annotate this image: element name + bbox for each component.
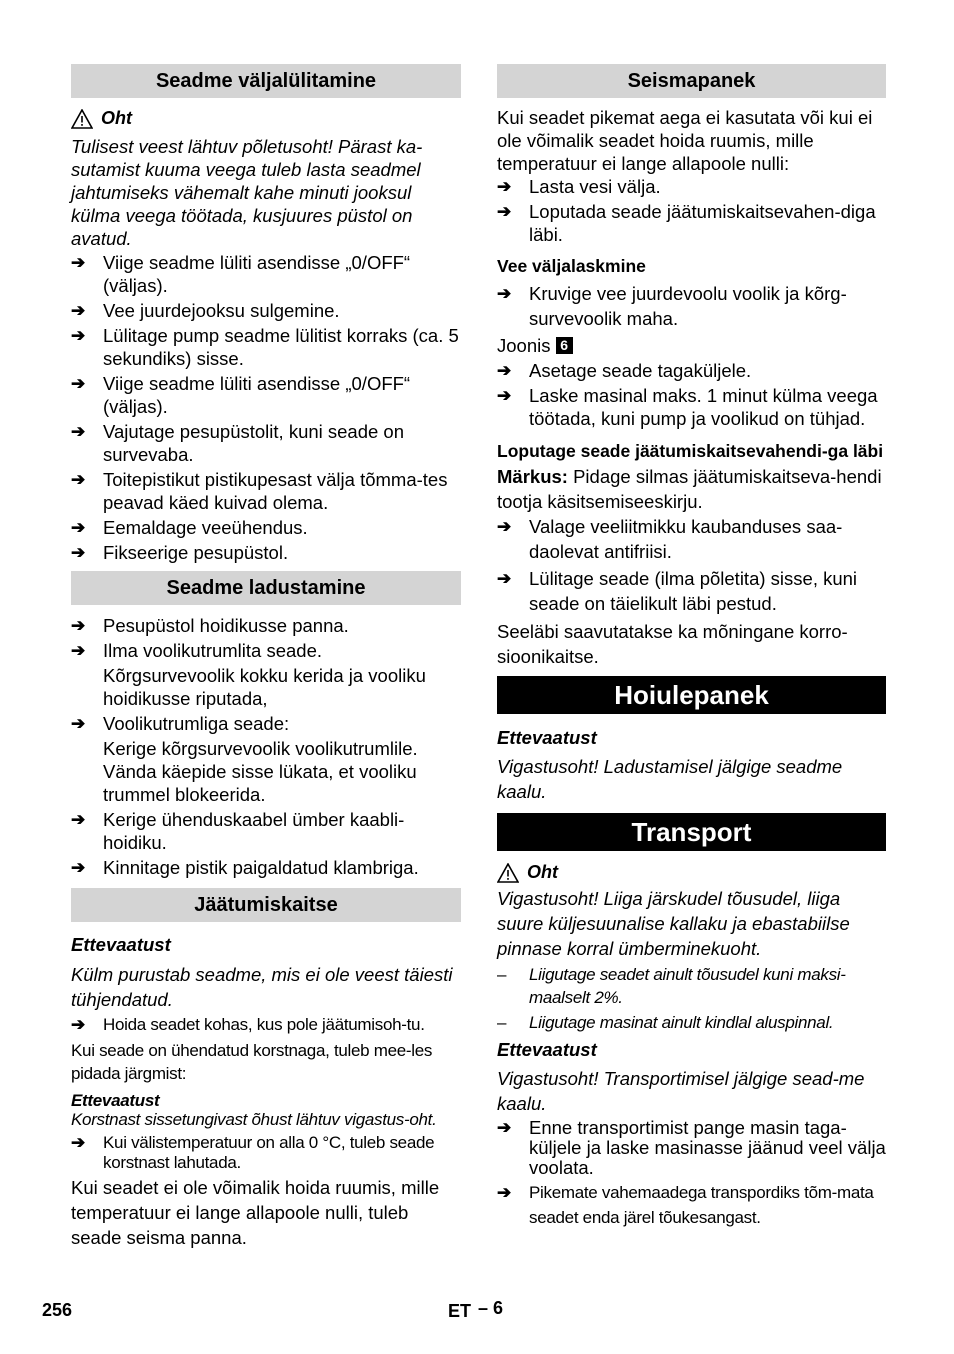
list-item: ➔ Kerige ühenduskaabel ümber kaabli-hoidiku. <box>71 809 405 853</box>
left-column <box>71 64 461 1250</box>
caution-label: Ettevaatust <box>71 1091 160 1110</box>
arrow-right-icon: ➔ <box>497 1118 512 1137</box>
arrow-right-icon: ➔ <box>71 301 86 320</box>
arrow-right-icon: ➔ <box>71 810 86 829</box>
list-item <box>71 324 461 370</box>
list-item: ➔ Lasta vesi välja. <box>497 176 661 197</box>
list-item: ➔ Laske masinal maks. 1 minut külma veega töötada, kuni pump ja voolikud on tühjad. <box>497 385 878 429</box>
caution-text: Vigastusoht! Transportimisel jälgige sead-me kaalu. <box>497 1068 865 1114</box>
arrow-right-icon: ➔ <box>497 284 512 303</box>
shutdown-intro: Kui seadet pikemat aega ei kasutata või kui ei ole võimalik seadet hoida ruumis, mille temperatuur ei lange allapoole nulli: <box>497 107 873 174</box>
arrow-right-icon: ➔ <box>497 177 512 196</box>
final-note: Seeläbi saavutatakse ka mõningane korro-sioonikaitse. <box>497 621 848 667</box>
caution-text: Vigastusoht! Ladustamisel jälgige seadme kaalu. <box>497 756 843 802</box>
right-column <box>497 64 886 1230</box>
list-item: ➔ Kui välistemperatuur on alla 0 °C, tuleb seade korstnast lahutada. <box>71 1133 435 1172</box>
caution-label: Ettevaatust <box>497 727 597 748</box>
figure-number-badge: 6 <box>556 337 573 354</box>
list-item-text: Viige seadme lüliti asendisse „0/OFF“ (väljas). <box>103 252 411 296</box>
section-title-storage: Seadme ladustamine <box>71 571 461 605</box>
list-item-text: Toitepistikut pistikupesast välja tõmma-tes peavad käed kuivad olema. <box>103 469 448 513</box>
list-item <box>71 420 461 466</box>
arrow-right-icon: ➔ <box>497 202 512 221</box>
arrow-right-icon: ➔ <box>71 1133 85 1152</box>
warning-label: Oht <box>527 862 558 882</box>
figure-ref: Joonis 6 <box>497 334 886 357</box>
list-item: – Liigutage seadet ainult tõusudel kuni maksi-maalselt 2%. <box>497 965 846 1007</box>
caution-text: Korstnast sissetungivast õhust lähtuv vigastus-oht. <box>71 1110 437 1129</box>
caution-label: Ettevaatust <box>71 934 171 955</box>
section-title-shutdown: Seismapanek <box>497 64 886 98</box>
list-item: ➔ Pesupüstol hoidikusse panna. <box>71 615 349 636</box>
chapter-title-storage: Hoiulepanek <box>497 676 886 714</box>
arrow-right-icon: ➔ <box>71 714 86 733</box>
switch-off-steps <box>71 251 461 564</box>
arrow-right-icon: ➔ <box>497 361 512 380</box>
list-item: – Liigutage masinat ainult kindlal aluspinnal. <box>497 1013 834 1032</box>
list-item: ➔ Valage veeliitmikku kaubanduses saa-daolevat antifriisi. <box>497 516 843 562</box>
list-item <box>71 541 461 564</box>
list-item-text: Lülitage pump seadme lülitist korraks (ca. 5 sekundiks) sisse. <box>103 325 459 369</box>
list-item <box>71 516 461 539</box>
arrow-right-icon: ➔ <box>497 386 512 405</box>
warning-text: Tulisest veest lähtuv põletusoht! Pärast ka-sutamist kuuma veega tuleb lasta seadmel jahtumiseks vähemalt kahe minuti jooksul külma veega töötada, kusjuures püstol on avatud. <box>71 136 423 249</box>
arrow-right-icon: ➔ <box>71 253 86 272</box>
section-title-frost-protection: Jäätumiskaitse <box>71 888 461 922</box>
list-item: ➔ Lülitage seade (ilma põletita) sisse, kuni seade on täielikult läbi pestud. <box>497 568 858 614</box>
list-item: ➔ Asetage seade tagaküljele. <box>497 360 752 381</box>
list-item-text: Vee juurdejooksu sulgemine. <box>103 300 340 321</box>
language-page-label: ET – 6 <box>448 1298 504 1321</box>
arrow-right-icon: ➔ <box>497 1183 511 1202</box>
list-item: ➔ Enne transportimist pange masin taga-küljele ja laske masinasse jäänud veel välja voolata. <box>497 1117 886 1178</box>
list-item-text: Viige seadme lüliti asendisse „0/OFF“ (väljas). <box>103 373 411 417</box>
warning-triangle-icon <box>497 863 519 883</box>
caution-text: Külm purustab seadme, mis ei ole veest täiesti tühjendatud. <box>71 964 453 1010</box>
list-item-note: Kõrgsurvevoolik kokku kerida ja vooliku hoidikusse riputada, <box>103 665 426 709</box>
arrow-right-icon: ➔ <box>71 1015 85 1034</box>
arrow-right-icon: ➔ <box>71 422 86 441</box>
warning-label: Oht <box>101 108 132 128</box>
list-item <box>71 372 461 418</box>
dash-bullet: – <box>497 1013 507 1032</box>
list-item <box>71 251 461 297</box>
warning-text: Vigastusoht! Liiga järskudel tõusudel, liiga suure küljesuunalise kallaku ja ebastabiilse pinnase korral ümberminekuoht. <box>497 888 850 959</box>
list-item-note: Kerige kõrgsurvevoolik voolikutrumlile. Vända käepide sisse lükata, et vooliku trummel blokeerida. <box>103 738 418 805</box>
warning-triangle-icon <box>71 109 93 129</box>
arrow-right-icon: ➔ <box>71 470 86 489</box>
arrow-right-icon: ➔ <box>497 517 512 536</box>
list-item <box>71 299 461 322</box>
arrow-right-icon: ➔ <box>497 569 512 588</box>
note: Märkus: Pidage silmas jäätumiskaitseva-hendi tootja käsitsemiseeskirju. <box>497 466 882 512</box>
arrow-right-icon: ➔ <box>71 543 86 562</box>
list-item: ➔ Kinnitage pistik paigaldatud klambriga. <box>71 857 419 878</box>
list-item-text: Eemaldage veeühendus. <box>103 517 308 538</box>
list-item: ➔ Hoida seadet kohas, kus pole jäätumisoh-tu. <box>71 1015 425 1034</box>
list-item: ➔ Loputada seade jäätumiskaitsevahen-diga läbi. <box>497 201 876 245</box>
final-note: Kui seadet ei ole võimalik hoida ruumis, mille temperatuur ei lange allapoole nulli, tuleb seade seisma panna. <box>71 1177 440 1248</box>
warning-heading <box>497 862 886 883</box>
dash-bullet: – <box>497 965 507 984</box>
chimney-note: Kui seade on ühendatud korstnaga, tuleb mee-les pidada järgmist: <box>71 1041 433 1083</box>
list-item-text: Vajutage pesupüstolit, kuni seade on survevaba. <box>103 421 405 465</box>
page-number: 256 <box>42 1300 73 1320</box>
arrow-right-icon: ➔ <box>71 374 86 393</box>
arrow-right-icon: ➔ <box>71 616 86 635</box>
subheading-drain: Vee väljalaskmine <box>497 256 646 276</box>
warning-heading <box>71 108 461 129</box>
section-title-switch-off: Seadme väljalülitamine <box>71 64 461 98</box>
list-item: ➔ Kruvige vee juurdevoolu voolik ja kõrg-survevoolik maha. <box>497 283 847 329</box>
arrow-right-icon: ➔ <box>71 858 86 877</box>
arrow-right-icon: ➔ <box>71 518 86 537</box>
list-item <box>71 468 461 514</box>
subheading-flush: Loputage seade jäätumiskaitsevahendi-ga läbi <box>497 441 884 461</box>
list-item: ➔ Ilma voolikutrumlita seade. <box>71 640 323 661</box>
arrow-right-icon: ➔ <box>71 641 86 660</box>
arrow-right-icon: ➔ <box>71 326 86 345</box>
list-item: ➔ Voolikutrumliga seade: <box>71 713 290 734</box>
list-item-text: Fikseerige pesupüstol. <box>103 542 289 563</box>
chapter-title-transport: Transport <box>497 813 886 851</box>
caution-label: Ettevaatust <box>497 1039 597 1060</box>
list-item: ➔ Pikemate vahemaadega transpordiks tõm-mata seadet enda järel tõukesangast. <box>497 1180 886 1230</box>
